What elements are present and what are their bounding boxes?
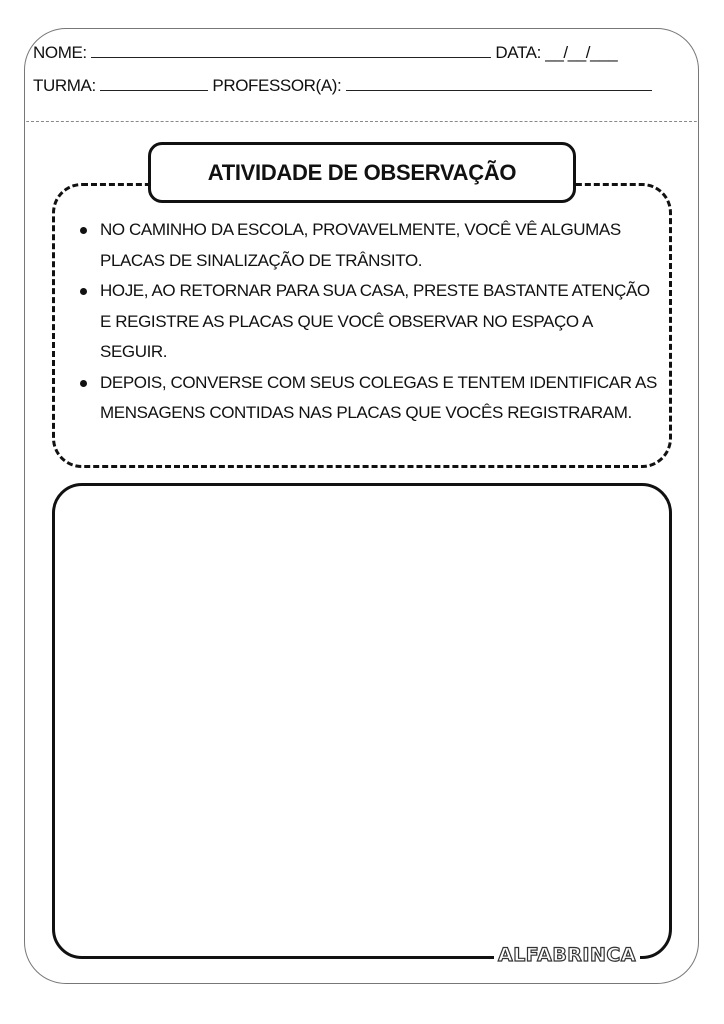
bullet-icon — [80, 288, 87, 295]
activity-title: ATIVIDADE DE OBSERVAÇÃO — [148, 142, 576, 203]
teacher-label: PROFESSOR(A): — [212, 76, 342, 95]
header-divider — [26, 121, 697, 122]
name-field[interactable] — [91, 43, 491, 58]
name-row — [33, 43, 617, 63]
bullet-icon — [80, 380, 87, 387]
instruction-item — [78, 276, 658, 368]
class-row — [33, 76, 652, 96]
instruction-list — [78, 215, 658, 429]
name-label: NOME: — [33, 43, 87, 62]
instruction-text: NO CAMINHO DA ESCOLA, PROVAVELMENTE, VOCÊ VÊ ALGUMAS PLACAS DE SINALIZAÇÃO DE TRÂNSITO. — [100, 220, 621, 270]
drawing-area[interactable] — [52, 483, 672, 959]
bullet-icon — [80, 227, 87, 234]
class-field[interactable] — [100, 76, 208, 91]
instruction-text: DEPOIS, CONVERSE COM SEUS COLEGAS E TENTEM IDENTIFICAR AS MENSAGENS CONTIDAS NAS PLACAS QUE VOCÊS REGISTRARAM. — [100, 372, 657, 422]
date-field[interactable]: __/__/___ — [545, 43, 618, 62]
date-label: DATA: — [495, 43, 541, 62]
class-label: TURMA: — [33, 76, 96, 95]
instruction-item — [78, 368, 658, 429]
instruction-item — [78, 215, 658, 276]
teacher-field[interactable] — [346, 76, 652, 91]
alfabrinca-logo: ALFABRINCA — [494, 944, 640, 966]
instruction-text: HOJE, AO RETORNAR PARA SUA CASA, PRESTE BASTANTE ATENÇÃO E REGISTRE AS PLACAS QUE VOCÊ OBSERVAR NO ESPAÇO A SEGUIR. — [100, 281, 650, 361]
